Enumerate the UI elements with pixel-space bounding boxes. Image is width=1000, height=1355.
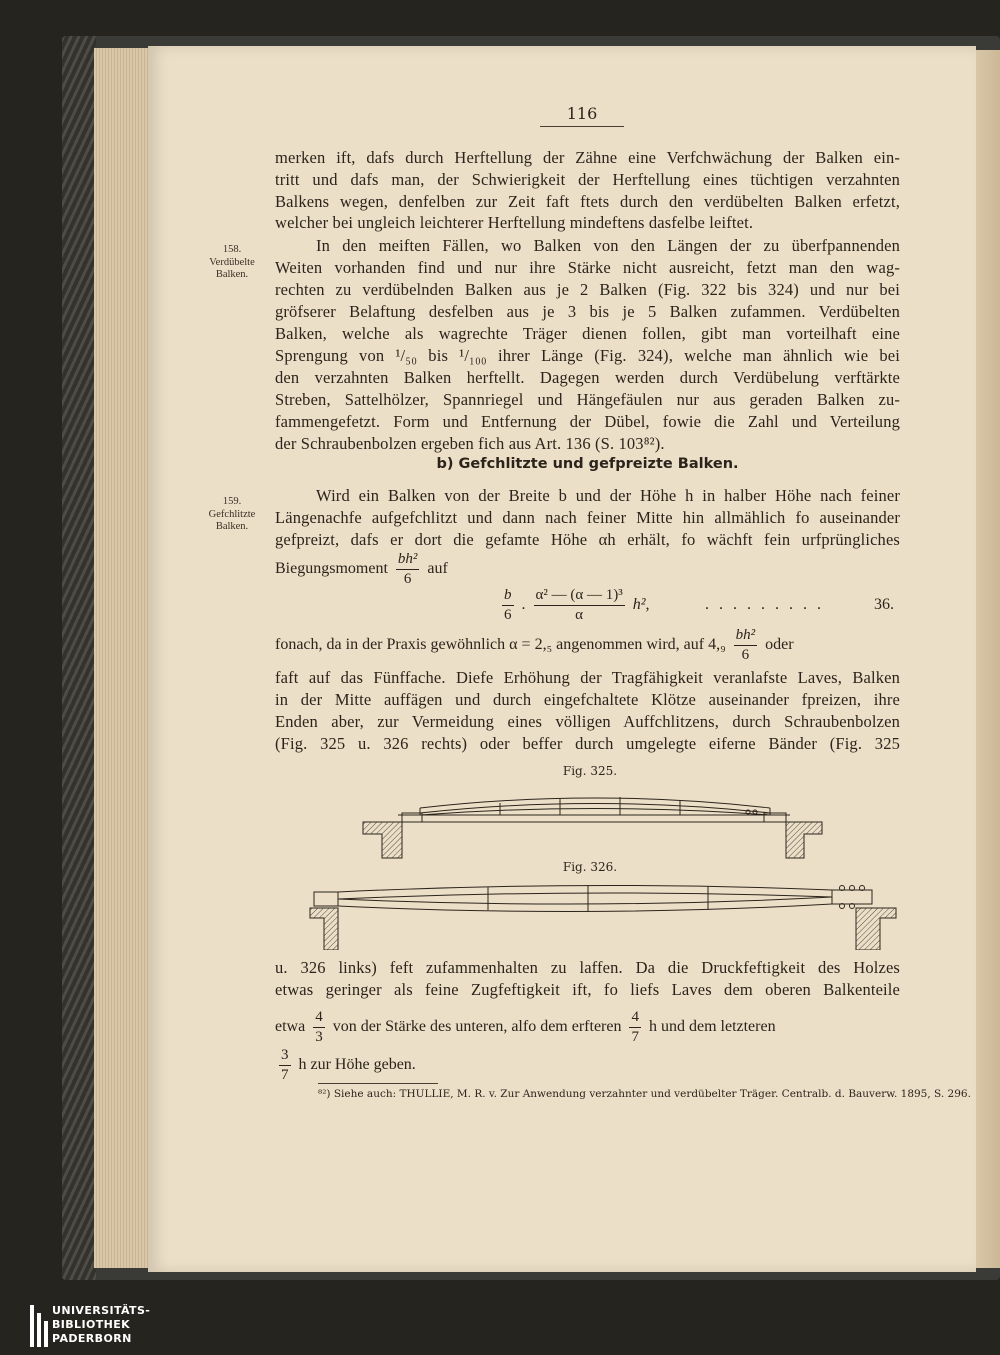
logo-line: PADERBORN — [52, 1332, 132, 1345]
fraction-numerator: 4 — [313, 1010, 325, 1028]
fraction-denominator: 7 — [281, 1067, 289, 1083]
text-line: welcher bei ungleich leichterer Herftellung mindeftens dasfelbe leiftet. — [275, 213, 754, 232]
fraction-numerator: 4 — [629, 1010, 641, 1028]
text-span: von der Stärke des unteren, alfo dem erfteren — [332, 1018, 622, 1036]
book-spine-texture — [62, 36, 96, 1280]
biegungsmoment-line — [275, 552, 448, 587]
margin-note-line: Balken. — [215, 521, 249, 532]
footnote: ⁸²) Siehe auch: THULLIE, M. R. v. Zur Anwendung verzahnter und verdübelter Träger. Centralb. d. Bauverw. 1895, S. 296. — [318, 1088, 971, 1100]
formula-36: $\frac{b}{6}$ . $\frac{\text{α² — (α — 1)³}}{\alpha}$ h², — [504, 587, 650, 623]
fraction-numerator: 3 — [279, 1048, 291, 1066]
footnote-rule — [318, 1083, 438, 1084]
text-line: merken ift, dafs durch Herftellung der Zähne eine Verfchwächung der Balken ein- — [275, 148, 900, 167]
margin-note-159 — [190, 496, 274, 534]
text-span: oder — [765, 636, 794, 654]
text-line: u. 326 links) feft zufammenhalten zu laffen. Da die Druckfeftigkeit des Holzes — [275, 958, 900, 977]
figure-325-drawing — [360, 782, 825, 860]
text-line: Balkens wegen, denfelben zur Zeit faft ftets durch den verdübelten Balken erfetzt, — [275, 192, 900, 211]
right-page-edge — [976, 50, 1000, 1268]
fraction — [279, 1048, 291, 1083]
text-line: etwas geringer als feine Zugfeftigkeit ift, fo liefs Laves dem oberen Balkenteile — [275, 980, 900, 999]
text-line: fammengefetzt. Form und Entfernung der Dübel, fowie die Zahl und Verteilung — [275, 412, 900, 431]
figure-326-drawing — [308, 878, 898, 950]
fraction — [396, 552, 420, 587]
text-line: Balken, welche als wagrechte Träger dienen follen, gibt man vorteilhaft eine — [275, 324, 900, 343]
text-line: Wird ein Balken von der Breite b und der Höhe h in halber Höhe nach feiner — [316, 486, 900, 505]
text-span: fonach, da in der Praxis gewöhnlich α = 2,₅ angenommen wird, auf 4,₉ — [275, 636, 726, 654]
page-number-rule — [540, 126, 624, 127]
margin-note-number: 158. — [222, 244, 242, 255]
figure-325-caption: Fig. 325. — [562, 764, 618, 778]
fraction-denominator: 3 — [315, 1029, 323, 1045]
fraction-denominator: 7 — [631, 1029, 639, 1045]
margin-note-line: Gefchlitzte — [208, 508, 256, 520]
text-line: In den meiften Fällen, wo Balken von den Längen der zu überfpannenden — [316, 236, 900, 255]
margin-note-158 — [190, 244, 274, 282]
fraction-numerator: bh² — [735, 627, 756, 643]
logo-line: UNIVERSITÄTS- — [52, 1304, 151, 1317]
text-word: Biegungsmoment — [275, 560, 388, 578]
text-word: auf — [427, 560, 448, 578]
fraction — [502, 588, 514, 623]
text-line: Enden aber, zur Vermeidung eines völligen Auffchlitzens, durch Schraubenbolzen — [275, 712, 900, 731]
fraction-denominator: 6 — [741, 647, 750, 663]
page-number: 116 — [566, 104, 598, 123]
text-span: h und dem letzteren — [648, 1018, 776, 1036]
margin-note-number: 159. — [222, 496, 242, 507]
fraction-denominator: 6 — [403, 571, 412, 587]
text-line: gröfserer Belaftung desfelben aus je 3 bis je 5 Balken zufammen. Verdübelten — [275, 302, 900, 321]
margin-note-line: Balken. — [215, 269, 249, 280]
fraction — [734, 628, 758, 663]
fraction — [313, 1010, 325, 1045]
formula-tail: h², — [632, 596, 650, 614]
text-span: h zur Höhe geben. — [298, 1056, 416, 1074]
margin-note-line: Verdübelte — [209, 256, 255, 268]
page-stack-edges — [94, 48, 150, 1268]
text-line: Sprengung von ¹/₅₀ bis ¹/₁₀₀ ihrer Länge (Fig. 324), welche man ähnlich wie bei — [275, 346, 900, 365]
equation-number: 36. — [874, 596, 894, 613]
last-line — [275, 1048, 416, 1083]
fraction-numerator: b — [504, 587, 512, 603]
formula-dots: . . . . . . . . . — [705, 596, 824, 613]
text-line: gefpreizt, dafs er dort die gefamte Höhe αh erhält, fo wächft fein urfprüngliches — [275, 530, 900, 549]
fraction-denominator: 6 — [504, 607, 512, 623]
section-heading: b) Gefchlitzte und gefpreizte Balken. — [436, 456, 739, 472]
text-line: rechten zu verdübelnden Balken aus je 2 Balken (Fig. 322 bis 324) und nur bei — [275, 280, 900, 299]
fraction-denominator: α — [575, 607, 584, 623]
fraction-numerator: bh² — [397, 551, 418, 567]
fraction — [629, 1010, 641, 1045]
fraction-numerator: α² — (α — 1)³ — [534, 588, 625, 606]
fraction — [534, 588, 625, 623]
text-line: Längenachfe aufgefchlitzt und dann nach feiner Mitte hin allmählich fo auseinander — [275, 508, 900, 527]
text-line: faft auf das Fünffache. Diefe Erhöhung der Tragfähigkeit veranlafste Laves, Balken — [275, 668, 900, 687]
text-line: in der Mitte auffägen und durch eingefchaltete Klötze auseinander fpreizen, ihre — [275, 690, 900, 709]
text-word: etwa — [275, 1018, 306, 1036]
library-logo-icon — [30, 1305, 48, 1347]
text-line: (Fig. 325 u. 326 rechts) oder beffer durch umgelegte eiferne Bänder (Fig. 325 — [275, 734, 900, 753]
text-line: tritt und dafs man, der Schwierigkeit der Herftellung eines tüchtigen verzahnten — [275, 170, 900, 189]
figure-326-caption: Fig. 326. — [562, 860, 618, 874]
text-line: Streben, Sattelhölzer, Spannriegel und Hängefäulen nur aus geraden Balken zu- — [275, 390, 900, 409]
logo-line: BIBLIOTHEK — [52, 1318, 131, 1331]
text-line: den verzahnten Balken herftellt. Dagegen werden durch Verdübelung verftärkte — [275, 368, 900, 387]
text-line: Weiten vorhanden find und nur ihre Stärke nicht ausreicht, fetzt man den wag- — [275, 258, 900, 277]
text-line: der Schraubenbolzen ergeben fich aus Art. 136 (S. 103⁸²). — [275, 434, 665, 453]
sonach-line — [275, 628, 905, 663]
etwa-line — [275, 1010, 905, 1045]
